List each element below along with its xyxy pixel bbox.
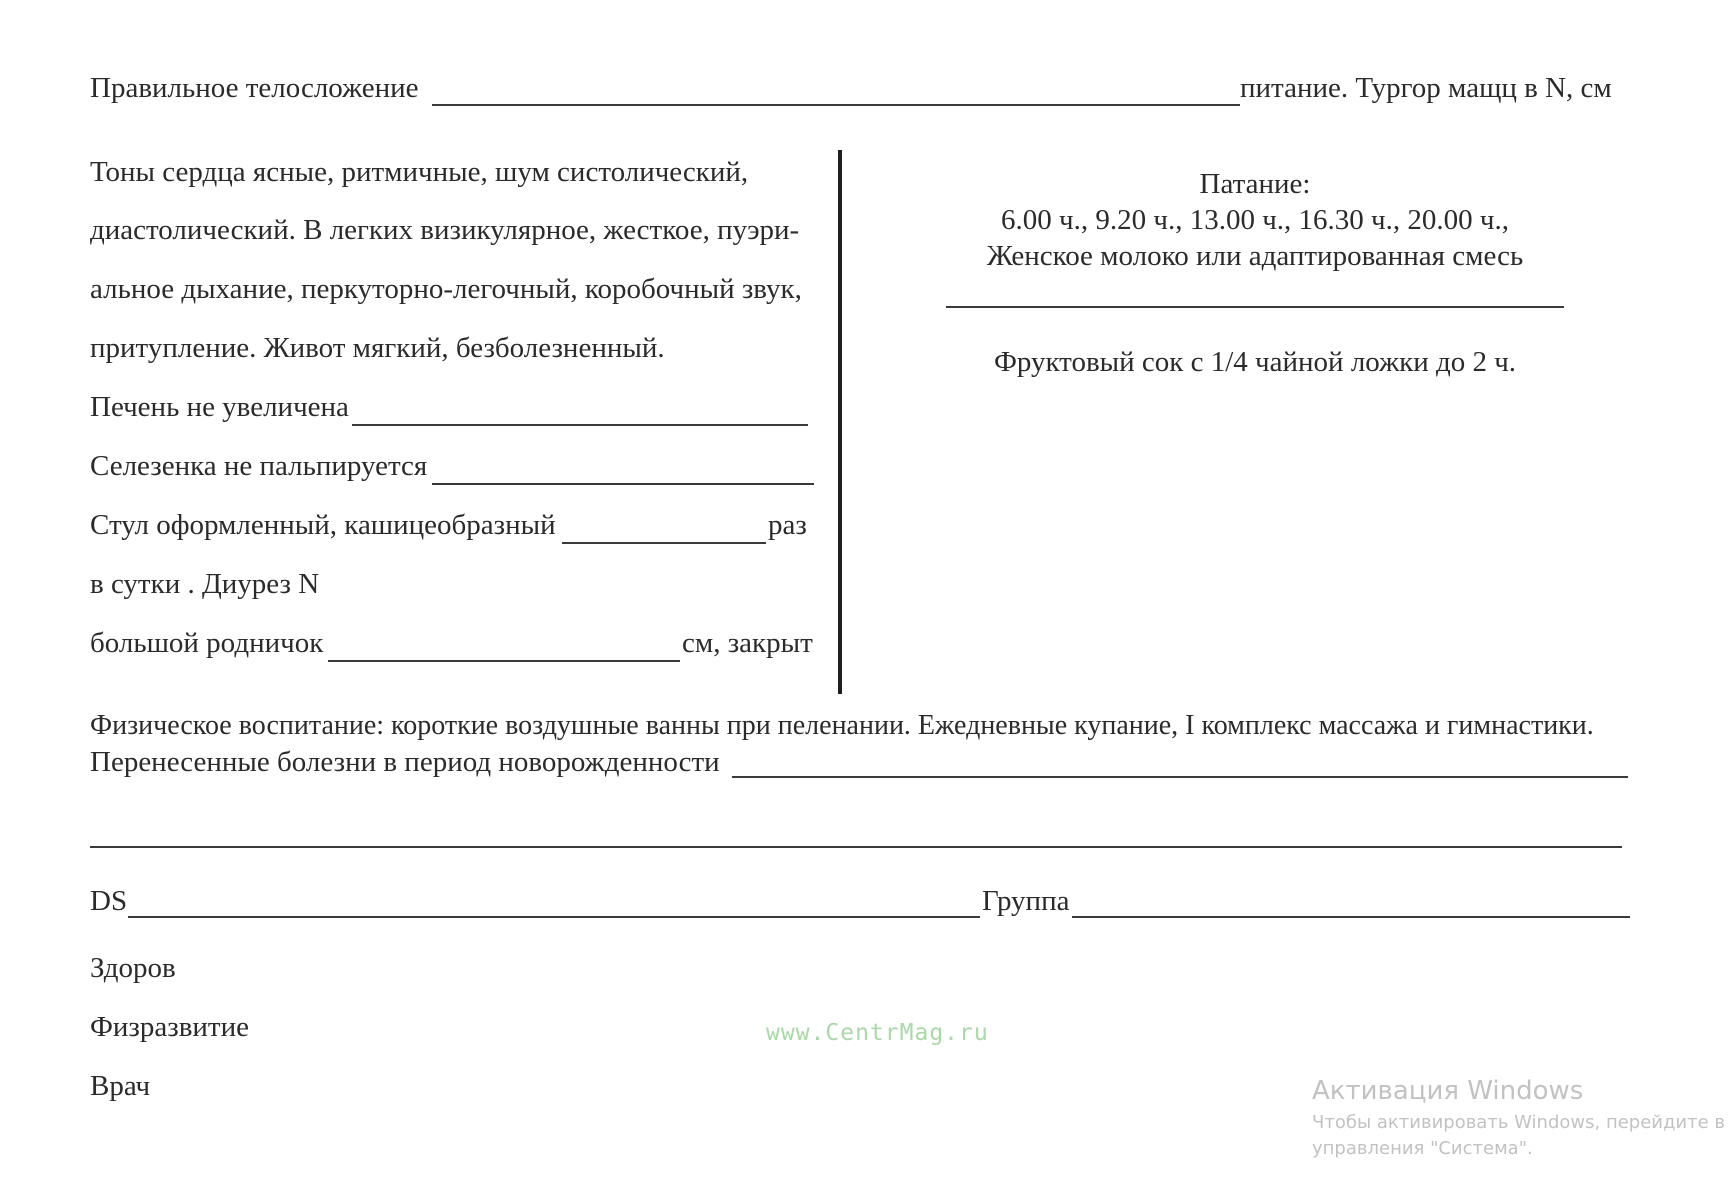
heart-tones-text: Тоны сердца ясные, ритмичные, шум систолический, xyxy=(90,156,749,188)
feeding-blank xyxy=(946,306,1564,308)
diseases-blank xyxy=(732,776,1628,778)
windows-activation-line1: Чтобы активировать Windows, перейдите в xyxy=(1312,1112,1726,1133)
body-build-blank xyxy=(432,104,1240,106)
nutrition-turgor-label: питание. Тургор мащц в N, см xyxy=(1240,72,1612,104)
fontanelle-suffix: см, закрыт xyxy=(682,627,813,659)
feeding-type: Женское молоко или адаптированная смесь xyxy=(986,240,1524,272)
feeding-title: Патание: xyxy=(1199,168,1311,200)
physical-education-text: Физическое воспитание: короткие воздушные ванны при пеленании. Ежедневные купание, I комплекс массажа и гимнастики. xyxy=(90,710,1594,741)
juice-text: Фруктовый сок с 1/4 чайной ложки до 2 ч. xyxy=(993,346,1517,378)
physical-development-label: Физразвитие xyxy=(90,1011,249,1043)
liver-label: Печень не увеличена xyxy=(90,391,349,423)
stool-suffix: раз xyxy=(768,509,807,541)
percussion-text: альное дыхание, перкуторно-легочный, коробочный звук, xyxy=(90,273,802,305)
fontanelle-label: большой родничок xyxy=(90,627,324,659)
diseases-blank-2 xyxy=(90,846,1622,848)
column-divider xyxy=(838,150,842,694)
abdomen-text: притупление. Живот мягкий, безболезненный. xyxy=(90,332,665,364)
feeding-times: 6.00 ч., 9.20 ч., 13.00 ч., 16.30 ч., 20.00 ч., xyxy=(1001,204,1509,236)
spleen-label: Селезенка не пальпируется xyxy=(90,450,428,482)
group-label: Группа xyxy=(982,885,1070,917)
spleen-blank xyxy=(432,483,814,485)
body-build-label: Правильное телосложение xyxy=(90,72,419,104)
ds-label: DS xyxy=(90,885,128,917)
lungs-text: диастолический. В легких визикулярное, жесткое, пуэри- xyxy=(90,214,800,246)
group-blank xyxy=(1072,916,1630,918)
stool-blank xyxy=(562,542,766,544)
windows-activation-line2: управления "Система". xyxy=(1312,1138,1533,1159)
ds-blank xyxy=(128,916,980,918)
liver-blank xyxy=(352,424,808,426)
diseases-label: Перенесенные болезни в период новорожденности xyxy=(90,746,720,778)
stool-label: Стул оформленный, кашицеобразный xyxy=(90,509,556,541)
diuresis-label: в сутки . Диурез N xyxy=(90,568,320,600)
site-watermark: www.CentrMag.ru xyxy=(766,1020,989,1046)
fontanelle-blank xyxy=(328,660,680,662)
doctor-label: Врач xyxy=(90,1070,151,1102)
windows-activation-title: Активация Windows xyxy=(1312,1076,1584,1106)
healthy-label: Здоров xyxy=(90,952,176,984)
